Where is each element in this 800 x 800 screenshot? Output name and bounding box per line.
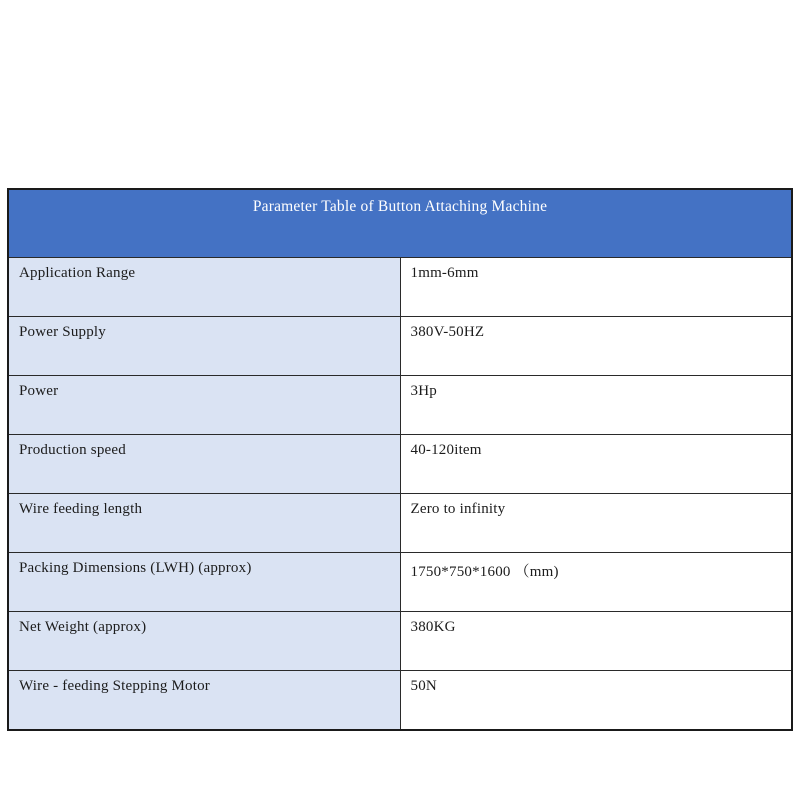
table-row [8, 553, 792, 612]
param-label: Packing Dimensions (LWH) (approx) [8, 553, 400, 612]
parameter-table-header [8, 189, 792, 258]
table-row [8, 317, 792, 376]
param-label: Wire feeding length [8, 494, 400, 553]
param-value: 40-120item [400, 435, 792, 494]
param-label: Application Range [8, 258, 400, 317]
param-label: Power [8, 376, 400, 435]
table-title-row [8, 189, 792, 258]
param-value: 380V-50HZ [400, 317, 792, 376]
table-row [8, 671, 792, 731]
table-title: Parameter Table of Button Attaching Machine [8, 189, 792, 258]
param-value: 50N [400, 671, 792, 731]
param-value: 3Hp [400, 376, 792, 435]
param-value: 380KG [400, 612, 792, 671]
table-row [8, 494, 792, 553]
param-label: Power Supply [8, 317, 400, 376]
param-value: Zero to infinity [400, 494, 792, 553]
param-value: 1750*750*1600 （mm) [400, 553, 792, 612]
table-row [8, 435, 792, 494]
parameter-table [7, 188, 793, 731]
param-label: Net Weight (approx) [8, 612, 400, 671]
param-label: Wire - feeding Stepping Motor [8, 671, 400, 731]
table-row [8, 612, 792, 671]
table-row [8, 258, 792, 317]
table-row [8, 376, 792, 435]
param-value: 1mm-6mm [400, 258, 792, 317]
param-label: Production speed [8, 435, 400, 494]
parameter-table-body [8, 258, 792, 731]
